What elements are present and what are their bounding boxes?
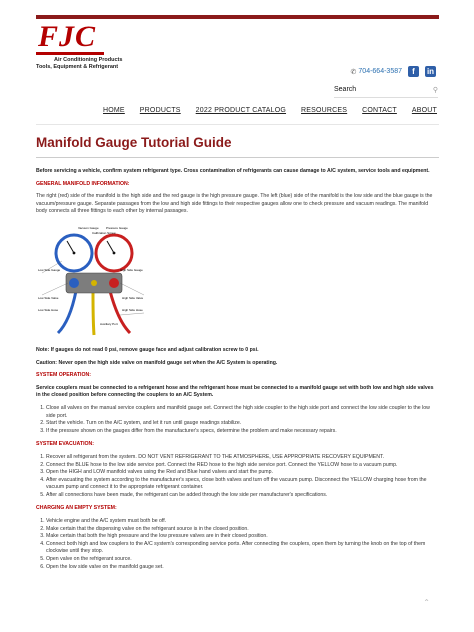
top-accent-bar [36, 15, 439, 19]
title-divider [36, 157, 439, 158]
general-text: The right (red) side of the manifold is the high side and the red gauge is the high pressure gauge. The left (blue) side of the manifold is the low side and the blue gauge is the vacuum/pressure gauge. Separate passages from the low and high side fittings to their respective gauges allow one to check pressure and vacuum readings. The manifold body connects all three fittings to each other by internal passages. [36, 193, 433, 215]
logo-tagline-2: Tools, Equipment & Refrigerant [36, 64, 119, 70]
search-box[interactable] [334, 83, 438, 96]
facebook-icon[interactable]: f [408, 66, 419, 77]
header-contact [351, 66, 436, 77]
article-body [36, 168, 439, 577]
general-heading: GENERAL MANIFOLD INFORMATION: [36, 180, 130, 187]
note-text: Note: If gauges do not read 0 psi, remove gauge face and adjust calibration screw to 0 psi. [36, 346, 259, 353]
evacuation-steps [36, 454, 439, 500]
manifold-gauge-illustration [38, 221, 148, 339]
operation-intro: Service couplers must be connected to a refrigerant hose and the refrigerant hose must be connected to a manifold gauge set with both low and high side valves in the closed position before connecting the couplers to an A/C System. [36, 384, 434, 399]
search-label: Search [334, 86, 357, 93]
nav-about[interactable]: ABOUT [411, 107, 437, 114]
list-item: 2. Start the vehicle. Turn on the A/C system, and let it run until gauge readings stabilize. [46, 420, 439, 428]
linkedin-icon[interactable]: in [426, 67, 435, 76]
list-item: 1. Recover all refrigerant from the system. DO NOT VENT REFRIGERANT TO THE ATMOSPHERE, USE APPROPRIATE RECOVERY EQUIPMENT. [46, 454, 439, 462]
search-underline [334, 97, 438, 98]
diagram-label-low-hose: Low Side Hose [38, 307, 59, 312]
list-item: 3. Open the HIGH and LOW manifold valves using the Red and Blue hand valves and start the pump. [46, 469, 439, 477]
diagram-label-high-gauge: High Side Gauge [120, 267, 143, 272]
phone-link[interactable] [351, 68, 402, 76]
nav-resources[interactable]: RESOURCES [301, 107, 348, 114]
list-item: 1. Close all valves on the manual service couplers and manifold gauge set. Connect the high side coupler to the high side port and connect the low side coupler to the low side port. [46, 405, 439, 420]
diagram-label-pressure: Pressure Gauge [106, 225, 128, 230]
list-item: 4. After evacuating the system according to the manufacturer's specs, close both valves and turn off the vacuum pump. Disconnect the YELLOW charging hose from the vacuum pump and connect it to the appropriate refrigerant container. [46, 477, 439, 492]
manifold-gauge-diagram [38, 221, 148, 339]
nav-home[interactable]: HOME [103, 107, 125, 114]
charging-heading: CHARGING AN EMPTY SYSTEM: [36, 505, 117, 512]
list-item: 5. After all connections have been made, the refrigerant can be added through the low side per manufacturer's specifications. [46, 492, 439, 500]
diagram-label-aux-port: Auxiliary Port [100, 321, 118, 326]
list-item: 3. If the pressure shown on the gauges differ from the manufacturer's specs, determine the problem and make necessary repairs. [46, 428, 439, 436]
search-icon[interactable]: ⚲ [432, 86, 438, 94]
page-title: Manifold Gauge Tutorial Guide [36, 135, 232, 150]
diagram-label-calibration: Calibration Screw [92, 230, 116, 235]
diagram-label-high-valve: High Side Valve [122, 295, 144, 300]
logo-tagline-1: Air Conditioning Products [54, 57, 123, 63]
evacuation-heading: SYSTEM EVACUATION: [36, 441, 95, 448]
phone-number: 704-664-3587 [358, 68, 402, 75]
list-item: 2. Connect the BLUE hose to the low side service port. Connect the RED hose to the high side service port. Connect the YELLOW hose to a vacuum pump. [46, 462, 439, 470]
nav-catalog[interactable]: 2022 PRODUCT CATALOG [195, 107, 287, 114]
charging-steps [36, 518, 439, 571]
site-logo[interactable] [36, 22, 146, 72]
phone-icon: ✆ [350, 68, 357, 76]
nav-products[interactable]: PRODUCTS [139, 107, 181, 114]
diagram-label-vacuum: Vacuum Gauge [78, 225, 99, 230]
list-item: 4. Connect both high and low couplers to the A/C system's corresponding service ports. After connecting the couplers, open them by turning the knob on the top of them clockwise until they stop. [46, 541, 439, 556]
operation-steps [36, 405, 439, 435]
nav-divider [36, 124, 439, 125]
diagram-label-low-gauge: Low Side Gauge [38, 267, 61, 272]
logo-mark: FJC [36, 22, 104, 55]
nav-contact[interactable]: CONTACT [362, 107, 397, 114]
main-nav [103, 107, 437, 114]
list-item: 5. Open valve on the refrigerant source. [46, 556, 439, 564]
diagram-label-low-valve: Low Side Valve [38, 295, 59, 300]
caution-text: Caution: Never open the high side valve on manifold gauge set when the A/C System is operating. [36, 359, 278, 366]
list-item: 1. Vehicle engine and the A/C system must both be off. [46, 518, 439, 526]
operation-heading: SYSTEM OPERATION: [36, 372, 91, 379]
chevron-up-icon[interactable]: ⌃ [423, 598, 430, 607]
list-item: 3. Make certain that both the high pressure and the low pressure valves are in their closed position. [46, 533, 439, 541]
list-item: 6. Open the low side valve on the manifold gauge set. [46, 564, 439, 572]
diagram-label-high-hose: High Side Hose [122, 307, 143, 312]
intro-text: Before servicing a vehicle, confirm system refrigerant type. Cross contamination of refrigerants can cause damage to A/C system, service tools and equipment. [36, 168, 430, 174]
list-item: 2. Make certain that the dispensing valve on the refrigerant source is in the closed position. [46, 526, 439, 534]
